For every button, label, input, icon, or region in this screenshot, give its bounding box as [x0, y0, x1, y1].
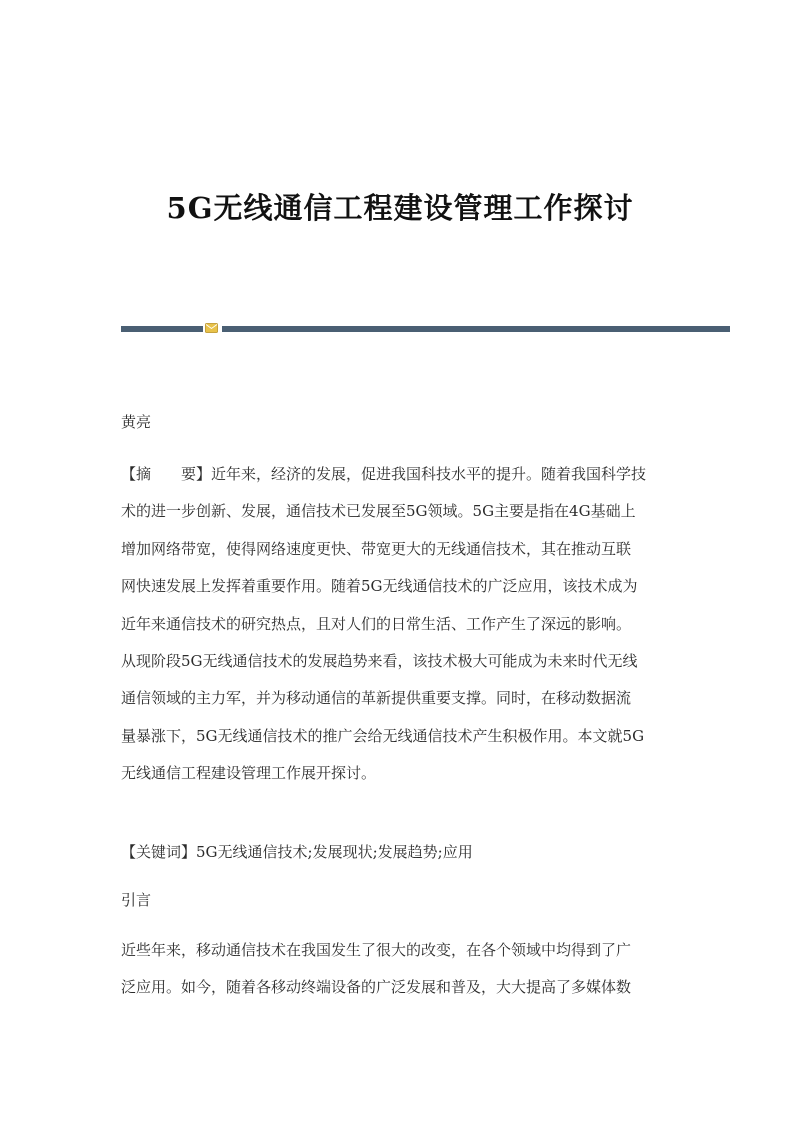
abstract-line: 网快速发展上发挥着重要作用。随着5G无线通信技术的广泛应用，该技术成为: [121, 577, 638, 596]
title-rule-left: [121, 326, 203, 332]
envelope-icon: [205, 323, 218, 333]
keywords-text: 5G无线通信技术;发展现状;发展趋势;应用: [196, 843, 473, 861]
intro-line: 泛应用。如今，随着各移动终端设备的广泛发展和普及，大大提高了多媒体数: [121, 978, 632, 997]
abstract-line: 无线通信工程建设管理工作展开探讨。: [121, 764, 377, 783]
abstract-line: 量暴涨下，5G无线通信技术的推广会给无线通信技术产生积极作用。本文就5G: [121, 726, 645, 745]
intro-line: 近些年来，移动通信技术在我国发生了很大的改变，在各个领域中均得到了广: [121, 941, 632, 959]
document-title: 5G无线通信工程建设管理工作探讨: [166, 191, 634, 225]
keywords-paragraph: [121, 840, 681, 864]
abstract-label: 【摘 要】: [121, 465, 212, 483]
abstract-line: 近年来，经济的发展，促进我国科技水平的提升。随着我国科学技: [211, 465, 647, 483]
abstract-line: 从现阶段5G无线通信技术的发展趋势来看，该技术极大可能成为未来时代无线: [121, 652, 638, 671]
abstract-text: [121, 465, 646, 782]
intro-heading: 引言: [121, 891, 152, 909]
abstract-line: 术的进一步创新、发展，通信技术已发展至5G领域。5G主要是指在4G基础上: [121, 502, 636, 521]
abstract-line: 增加网络带宽，使得网络速度更快、带宽更大的无线通信技术，其在推动互联: [121, 539, 632, 558]
title-rule-right: [222, 326, 730, 332]
abstract-line: 通信领域的主力军，并为移动通信的革新提供重要支撑。同时，在移动数据流: [121, 689, 632, 708]
author-name: 黄亮: [121, 413, 152, 431]
abstract-line: 近年来通信技术的研究热点，且对人们的日常生活、工作产生了深远的影响。: [121, 614, 632, 633]
intro-paragraph: [121, 932, 681, 1007]
keywords-label: 【关键词】: [121, 843, 197, 861]
abstract-paragraph: [121, 456, 681, 793]
